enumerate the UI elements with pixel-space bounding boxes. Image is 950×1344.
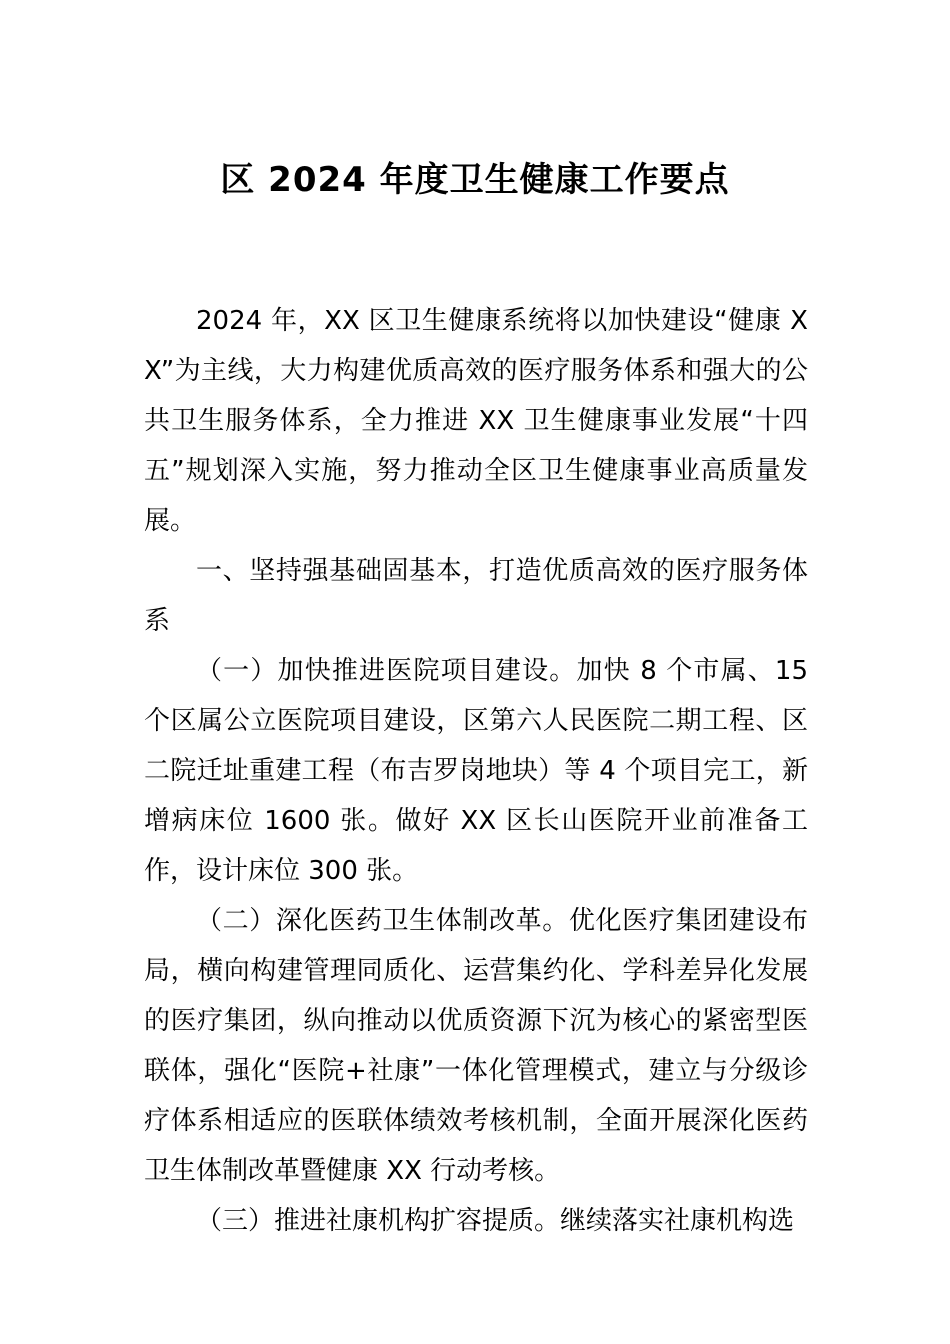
intro-paragraph: 2024 年，XX 区卫生健康系统将以加快建设“健康 XX”为主线，大力构建优质高效的医疗服务体系和强大的公共卫生服务体系，全力推进 XX 卫生健康事业发展“十四五”规划深入实施，努力推动全区卫生健康事业高质量发展。	[144, 306, 808, 536]
document-body	[144, 296, 808, 1246]
subsection-1-paragraph: （一）加快推进医院项目建设。加快 8 个市属、15 个区属公立医院项目建设，区第六人民医院二期工程、区二院迁址重建工程（布吉罗岗地块）等 4 个项目完工，新增病床位 1600 张。做好 XX 区长山医院开业前准备工作，设计床位 300 张。	[144, 656, 808, 886]
document-title: 区 2024 年度卫生健康工作要点	[220, 160, 730, 200]
subsection-2-paragraph: （二）深化医药卫生体制改革。优化医疗集团建设布局，横向构建管理同质化、运营集约化、学科差异化发展的医疗集团，纵向推动以优质资源下沉为核心的紧密型医联体，强化“医院+社康”一体化管理模式，建立与分级诊疗体系相适应的医联体绩效考核机制，全面开展深化医药卫生体制改革暨健康 XX 行动考核。	[144, 906, 808, 1186]
subsection-3-paragraph: （三）推进社康机构扩容提质。继续落实社康机构选	[196, 1206, 795, 1236]
section-heading-1: 一、坚持强基础固基本，打造优质高效的医疗服务体系	[144, 556, 808, 636]
